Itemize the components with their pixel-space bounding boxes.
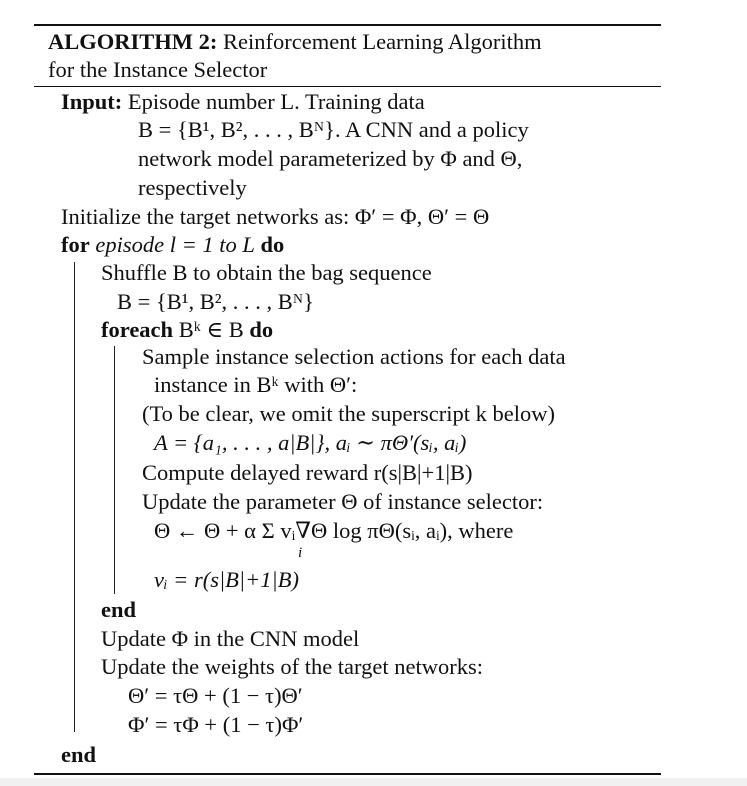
sample-line2: instance in Bᵏ with Θ′: bbox=[154, 372, 358, 397]
bottom-strip bbox=[0, 778, 747, 786]
init-line: Initialize the target networks as: Φ′ = Φ, Θ′ = Θ bbox=[61, 204, 490, 229]
update-rule-formula: Θ ← Θ + α Σ vᵢ∇Θ log πΘ(sᵢ, aᵢ), where bbox=[154, 518, 514, 543]
theta-update-formula: Θ′ = τΘ + (1 − τ)Θ′ bbox=[128, 683, 303, 708]
input-line3: network model parameterized by Φ and Θ, bbox=[138, 146, 523, 171]
for-end: end bbox=[61, 742, 97, 767]
for-line bbox=[61, 231, 284, 259]
foreach-keyword: foreach bbox=[101, 317, 174, 342]
vi-formula: vᵢ = r(s|B|+1|B) bbox=[154, 567, 299, 592]
input-line2: B = {B¹, B², . . . , Bᴺ}. A CNN and a policy bbox=[138, 117, 529, 142]
phi-update-formula: Φ′ = τΦ + (1 − τ)Φ′ bbox=[128, 712, 304, 737]
foreach-condition: Bᵏ ∈ B bbox=[178, 317, 244, 342]
sum-index: i bbox=[298, 545, 303, 561]
sample-line1: Sample instance selection actions for each data bbox=[142, 344, 566, 369]
update-theta-line: Update the parameter Θ of instance selector: bbox=[142, 489, 544, 514]
algorithm-title-line1: Reinforcement Learning Algorithm bbox=[223, 29, 542, 54]
bottom-rule bbox=[34, 773, 661, 775]
clear-note: (To be clear, we omit the superscript k below) bbox=[142, 401, 556, 426]
foreach-end: end bbox=[101, 597, 137, 622]
foreach-block-bar bbox=[114, 346, 115, 594]
header-rule bbox=[34, 86, 661, 87]
shuffle-line2: B = {B¹, B², . . . , Bᴺ} bbox=[117, 289, 314, 314]
for-do-keyword: do bbox=[260, 232, 285, 257]
top-rule bbox=[34, 24, 661, 26]
foreach-do-keyword: do bbox=[249, 317, 274, 342]
for-keyword: for bbox=[61, 232, 90, 257]
update-phi-line: Update Φ in the CNN model bbox=[101, 626, 360, 651]
foreach-line bbox=[101, 316, 273, 344]
input-keyword: Input: bbox=[61, 89, 123, 114]
input-line4: respectively bbox=[138, 175, 247, 200]
algorithm-label: ALGORITHM 2: bbox=[48, 29, 218, 54]
input-line1 bbox=[61, 88, 425, 116]
for-block-bar bbox=[74, 262, 75, 732]
algorithm-title bbox=[48, 28, 542, 56]
shuffle-line1: Shuffle B to obtain the bag sequence bbox=[101, 260, 432, 285]
input-text: Episode number L. Training data bbox=[127, 89, 425, 114]
reward-line: Compute delayed reward r(s|B|+1|B) bbox=[142, 460, 473, 485]
actions-formula: A = {a₁, . . . , a|B|}, aᵢ ∼ πΘ′(sᵢ, aᵢ) bbox=[154, 430, 467, 455]
algorithm-title-line2: for the Instance Selector bbox=[48, 57, 268, 82]
update-weights-line: Update the weights of the target networks: bbox=[101, 654, 483, 679]
for-condition: episode l = 1 to L bbox=[95, 232, 255, 257]
